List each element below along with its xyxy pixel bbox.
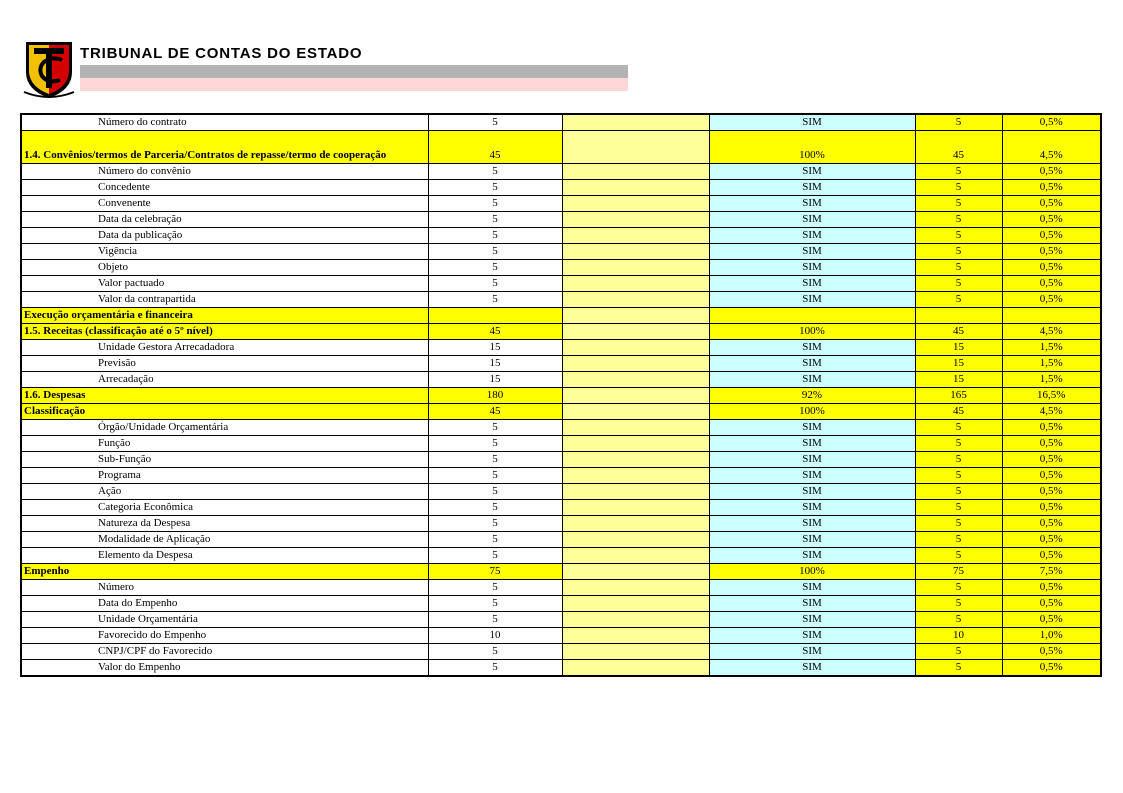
item-row: [21, 516, 1101, 532]
row-percent: 0,5%: [1002, 644, 1101, 660]
row-score: 5: [915, 468, 1002, 484]
row-percent: 1,0%: [1002, 628, 1101, 644]
row-score: 5: [915, 244, 1002, 260]
row-weight: 5: [428, 292, 562, 308]
header-gray-bar: [80, 65, 628, 78]
section-row: [21, 388, 1101, 404]
row-input: [562, 500, 709, 516]
row-score: 15: [915, 356, 1002, 372]
row-input: [562, 180, 709, 196]
row-score: 5: [915, 548, 1002, 564]
row-label: Valor do Empenho: [21, 660, 428, 677]
row-weight: 5: [428, 452, 562, 468]
item-row: [21, 452, 1101, 468]
row-percent: 0,5%: [1002, 420, 1101, 436]
row-weight: 5: [428, 644, 562, 660]
row-weight: 5: [428, 114, 562, 131]
row-input: [562, 612, 709, 628]
item-row: [21, 436, 1101, 452]
item-row: [21, 244, 1101, 260]
row-percent: 4,5%: [1002, 131, 1101, 164]
row-score: 45: [915, 404, 1002, 420]
row-label: Número: [21, 580, 428, 596]
row-percent: 1,5%: [1002, 340, 1101, 356]
row-score: 5: [915, 516, 1002, 532]
item-row: [21, 292, 1101, 308]
row-score: 5: [915, 114, 1002, 131]
row-input: [562, 516, 709, 532]
row-weight: 5: [428, 548, 562, 564]
row-weight: 5: [428, 596, 562, 612]
row-weight: 5: [428, 260, 562, 276]
item-row: [21, 580, 1101, 596]
row-label: Órgão/Unidade Orçamentária: [21, 420, 428, 436]
row-status: SIM: [709, 164, 915, 180]
row-score: 5: [915, 164, 1002, 180]
row-input: [562, 548, 709, 564]
row-weight: [428, 308, 562, 324]
row-weight: 5: [428, 180, 562, 196]
row-input: [562, 580, 709, 596]
item-row: [21, 228, 1101, 244]
row-status: 100%: [709, 131, 915, 164]
row-percent: 0,5%: [1002, 516, 1101, 532]
row-status: SIM: [709, 436, 915, 452]
row-label: Modalidade de Aplicação: [21, 532, 428, 548]
item-row: [21, 660, 1101, 677]
row-weight: 5: [428, 212, 562, 228]
row-weight: 75: [428, 564, 562, 580]
row-percent: 0,5%: [1002, 660, 1101, 677]
item-row: [21, 276, 1101, 292]
item-row: [21, 484, 1101, 500]
row-percent: 0,5%: [1002, 532, 1101, 548]
row-status: 100%: [709, 324, 915, 340]
row-input: [562, 644, 709, 660]
row-score: 5: [915, 180, 1002, 196]
row-score: 5: [915, 452, 1002, 468]
row-score: 10: [915, 628, 1002, 644]
row-score: 45: [915, 324, 1002, 340]
row-percent: 7,5%: [1002, 564, 1101, 580]
row-input: [562, 372, 709, 388]
row-input: [562, 340, 709, 356]
section-row: [21, 131, 1101, 164]
row-label: Valor da contrapartida: [21, 292, 428, 308]
row-status: SIM: [709, 612, 915, 628]
row-label: Unidade Gestora Arrecadadora: [21, 340, 428, 356]
item-row: [21, 372, 1101, 388]
item-row: [21, 532, 1101, 548]
row-weight: 10: [428, 628, 562, 644]
row-status: SIM: [709, 356, 915, 372]
row-input: [562, 276, 709, 292]
page-header: [0, 0, 1123, 110]
row-percent: 0,5%: [1002, 276, 1101, 292]
row-label: Execução orçamentária e financeira: [21, 308, 428, 324]
row-weight: 5: [428, 516, 562, 532]
row-status: SIM: [709, 452, 915, 468]
row-label: Convenente: [21, 196, 428, 212]
row-weight: 45: [428, 131, 562, 164]
table-body: [21, 114, 1101, 676]
row-status: 92%: [709, 388, 915, 404]
row-status: SIM: [709, 244, 915, 260]
row-percent: 0,5%: [1002, 452, 1101, 468]
section-row: [21, 324, 1101, 340]
row-label: Favorecido do Empenho: [21, 628, 428, 644]
row-weight: 5: [428, 436, 562, 452]
row-label: Previsão: [21, 356, 428, 372]
row-label: Número do convênio: [21, 164, 428, 180]
row-weight: 45: [428, 324, 562, 340]
row-percent: 0,5%: [1002, 436, 1101, 452]
row-score: 5: [915, 612, 1002, 628]
row-input: [562, 260, 709, 276]
organization-title: TRIBUNAL DE CONTAS DO ESTADO: [80, 45, 363, 62]
row-label: Empenho: [21, 564, 428, 580]
row-percent: 0,5%: [1002, 196, 1101, 212]
row-score: 45: [915, 131, 1002, 164]
item-row: [21, 212, 1101, 228]
row-status: SIM: [709, 260, 915, 276]
row-weight: 5: [428, 196, 562, 212]
row-score: 5: [915, 644, 1002, 660]
row-weight: 5: [428, 484, 562, 500]
item-row: [21, 260, 1101, 276]
row-weight: 5: [428, 660, 562, 677]
row-status: SIM: [709, 212, 915, 228]
row-label: Data da celebração: [21, 212, 428, 228]
row-percent: 16,5%: [1002, 388, 1101, 404]
row-status: SIM: [709, 114, 915, 131]
row-input: [562, 388, 709, 404]
row-score: 5: [915, 212, 1002, 228]
header-pink-bar: [80, 78, 628, 91]
row-score: 165: [915, 388, 1002, 404]
item-row: [21, 114, 1101, 131]
row-percent: 0,5%: [1002, 114, 1101, 131]
row-weight: 5: [428, 228, 562, 244]
item-row: [21, 340, 1101, 356]
row-status: SIM: [709, 580, 915, 596]
row-score: 5: [915, 260, 1002, 276]
item-row: [21, 596, 1101, 612]
row-weight: 15: [428, 356, 562, 372]
item-row: [21, 180, 1101, 196]
row-input: [562, 436, 709, 452]
row-weight: 5: [428, 612, 562, 628]
row-input: [562, 420, 709, 436]
row-input: [562, 660, 709, 677]
row-score: 5: [915, 500, 1002, 516]
row-weight: 5: [428, 468, 562, 484]
row-label: Concedente: [21, 180, 428, 196]
row-weight: 5: [428, 580, 562, 596]
tce-crest-icon: [22, 38, 76, 100]
row-score: [915, 308, 1002, 324]
row-status: SIM: [709, 196, 915, 212]
row-weight: 5: [428, 532, 562, 548]
row-label: Classificação: [21, 404, 428, 420]
row-percent: 0,5%: [1002, 260, 1101, 276]
row-status: SIM: [709, 484, 915, 500]
row-label: Categoria Econômica: [21, 500, 428, 516]
row-input: [562, 468, 709, 484]
row-score: 5: [915, 596, 1002, 612]
row-input: [562, 356, 709, 372]
item-row: [21, 420, 1101, 436]
row-status: SIM: [709, 548, 915, 564]
row-weight: 180: [428, 388, 562, 404]
row-score: 75: [915, 564, 1002, 580]
row-status: SIM: [709, 516, 915, 532]
row-label: Ação: [21, 484, 428, 500]
row-label: Número do contrato: [21, 114, 428, 131]
row-status: SIM: [709, 500, 915, 516]
row-input: [562, 212, 709, 228]
row-weight: 15: [428, 340, 562, 356]
row-label: Sub-Função: [21, 452, 428, 468]
row-label: Data do Empenho: [21, 596, 428, 612]
row-weight: 5: [428, 244, 562, 260]
item-row: [21, 468, 1101, 484]
row-input: [562, 484, 709, 500]
row-weight: 5: [428, 276, 562, 292]
row-input: [562, 564, 709, 580]
row-status: SIM: [709, 276, 915, 292]
row-score: 5: [915, 196, 1002, 212]
row-label: 1.6. Despesas: [21, 388, 428, 404]
row-percent: 0,5%: [1002, 212, 1101, 228]
row-score: 15: [915, 340, 1002, 356]
row-status: SIM: [709, 660, 915, 677]
row-weight: 5: [428, 500, 562, 516]
row-label: Programa: [21, 468, 428, 484]
item-row: [21, 500, 1101, 516]
item-row: [21, 628, 1101, 644]
row-score: 5: [915, 420, 1002, 436]
item-row: [21, 612, 1101, 628]
row-input: [562, 114, 709, 131]
row-status: SIM: [709, 468, 915, 484]
row-label: Elemento da Despesa: [21, 548, 428, 564]
row-label: Data da publicação: [21, 228, 428, 244]
row-status: 100%: [709, 404, 915, 420]
item-row: [21, 196, 1101, 212]
row-percent: 0,5%: [1002, 292, 1101, 308]
row-weight: 15: [428, 372, 562, 388]
row-percent: 0,5%: [1002, 180, 1101, 196]
row-input: [562, 244, 709, 260]
row-percent: 4,5%: [1002, 404, 1101, 420]
row-status: 100%: [709, 564, 915, 580]
item-row: [21, 548, 1101, 564]
row-label: Vigência: [21, 244, 428, 260]
row-status: SIM: [709, 340, 915, 356]
row-label: Arrecadação: [21, 372, 428, 388]
row-weight: 45: [428, 404, 562, 420]
row-label: CNPJ/CPF do Favorecido: [21, 644, 428, 660]
row-percent: 0,5%: [1002, 228, 1101, 244]
item-row: [21, 164, 1101, 180]
row-percent: 0,5%: [1002, 596, 1101, 612]
row-status: SIM: [709, 420, 915, 436]
row-score: 5: [915, 228, 1002, 244]
row-label: Natureza da Despesa: [21, 516, 428, 532]
row-score: 5: [915, 276, 1002, 292]
section-row: [21, 564, 1101, 580]
row-percent: 0,5%: [1002, 500, 1101, 516]
item-row: [21, 644, 1101, 660]
row-input: [562, 308, 709, 324]
row-status: SIM: [709, 532, 915, 548]
row-weight: 5: [428, 164, 562, 180]
row-percent: [1002, 308, 1101, 324]
row-input: [562, 628, 709, 644]
row-percent: 4,5%: [1002, 324, 1101, 340]
row-label: Valor pactuado: [21, 276, 428, 292]
row-label: Função: [21, 436, 428, 452]
row-score: 5: [915, 580, 1002, 596]
section-row: [21, 404, 1101, 420]
row-input: [562, 596, 709, 612]
row-input: [562, 131, 709, 164]
row-percent: 0,5%: [1002, 164, 1101, 180]
row-status: SIM: [709, 644, 915, 660]
row-status: SIM: [709, 372, 915, 388]
row-status: SIM: [709, 228, 915, 244]
row-weight: 5: [428, 420, 562, 436]
row-status: SIM: [709, 596, 915, 612]
row-percent: 1,5%: [1002, 372, 1101, 388]
row-input: [562, 404, 709, 420]
item-row: [21, 356, 1101, 372]
row-score: 5: [915, 532, 1002, 548]
row-score: 5: [915, 484, 1002, 500]
row-status: SIM: [709, 628, 915, 644]
row-percent: 0,5%: [1002, 612, 1101, 628]
section-row: [21, 308, 1101, 324]
row-label: Objeto: [21, 260, 428, 276]
row-percent: 1,5%: [1002, 356, 1101, 372]
row-status: SIM: [709, 180, 915, 196]
row-score: 5: [915, 292, 1002, 308]
transparency-criteria-table: [20, 113, 1102, 677]
row-input: [562, 324, 709, 340]
row-status: [709, 308, 915, 324]
row-input: [562, 164, 709, 180]
row-percent: 0,5%: [1002, 580, 1101, 596]
row-input: [562, 228, 709, 244]
row-input: [562, 292, 709, 308]
row-label: Unidade Orçamentária: [21, 612, 428, 628]
row-percent: 0,5%: [1002, 468, 1101, 484]
row-score: 15: [915, 372, 1002, 388]
row-status: SIM: [709, 292, 915, 308]
row-input: [562, 532, 709, 548]
row-score: 5: [915, 436, 1002, 452]
row-percent: 0,5%: [1002, 484, 1101, 500]
row-label: 1.4. Convênios/termos de Parceria/Contratos de repasse/termo de cooperação: [21, 131, 428, 164]
row-percent: 0,5%: [1002, 244, 1101, 260]
row-label: 1.5. Receitas (classificação até o 5º nível): [21, 324, 428, 340]
row-input: [562, 452, 709, 468]
row-score: 5: [915, 660, 1002, 677]
row-percent: 0,5%: [1002, 548, 1101, 564]
row-input: [562, 196, 709, 212]
